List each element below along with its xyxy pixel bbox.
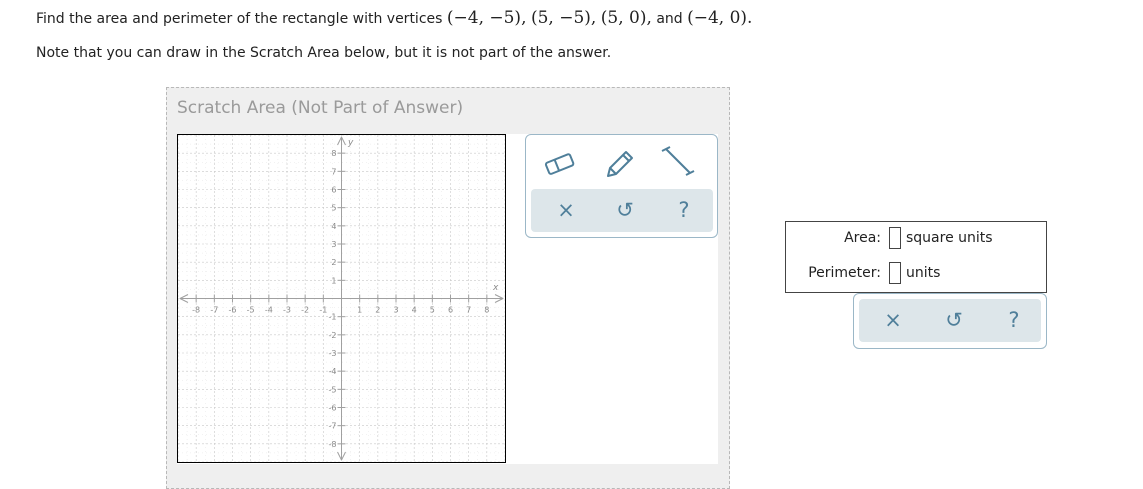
- vertex-2: (5, −5),: [530, 8, 597, 28]
- question-text: [36, 8, 752, 28]
- scratch-actions: [531, 189, 713, 232]
- x-tick-label: -1: [319, 305, 328, 315]
- perimeter-unit: units: [906, 265, 941, 281]
- y-tick-label: 7: [331, 167, 337, 177]
- vertex-3: (5, 0),: [600, 8, 652, 28]
- x-tick-label: -5: [246, 305, 255, 315]
- x-tick-label: 7: [466, 305, 472, 315]
- x-tick-label: 1: [357, 305, 363, 315]
- answer-clear-button[interactable]: ×: [884, 308, 902, 332]
- drawing-tools: [526, 143, 717, 183]
- scratch-note: Note that you can draw in the Scratch Area below, but it is not part of the answer.: [36, 45, 612, 61]
- question-and: and: [656, 11, 683, 27]
- y-tick-label: -8: [328, 439, 337, 449]
- x-tick-label: -2: [301, 305, 310, 315]
- y-tick-label: -5: [328, 385, 337, 395]
- scratch-area-title: Scratch Area (Not Part of Answer): [177, 98, 464, 118]
- x-tick-label: -8: [192, 305, 201, 315]
- graph-y-label: y: [348, 138, 354, 148]
- answer-actions: [859, 299, 1041, 342]
- x-tick-label: 6: [447, 305, 454, 315]
- y-tick-label: -2: [328, 330, 337, 340]
- scratch-help-button[interactable]: ?: [678, 198, 690, 222]
- vertex-1: (−4, −5),: [446, 8, 527, 28]
- answer-undo-button[interactable]: ↺: [945, 308, 963, 332]
- perimeter-label: Perimeter:: [808, 265, 881, 281]
- x-tick-label: -6: [228, 305, 237, 315]
- area-unit: square units: [906, 230, 993, 246]
- x-tick-label: 2: [375, 305, 381, 315]
- answer-help-button[interactable]: ?: [1008, 308, 1020, 332]
- y-tick-label: 6: [331, 185, 337, 195]
- coordinate-grid[interactable]: [178, 135, 505, 462]
- y-tick-label: 3: [331, 240, 337, 249]
- graph-x-label: x: [493, 283, 499, 293]
- y-tick-label: -7: [328, 421, 337, 431]
- y-tick-label: -3: [328, 349, 337, 358]
- scratch-tool-panel: [525, 134, 718, 238]
- vertex-4: (−4, 0).: [687, 8, 753, 28]
- perimeter-row: [786, 262, 1046, 286]
- area-row: [786, 227, 1046, 251]
- answer-tool-panel: [853, 293, 1047, 349]
- scratch-clear-button[interactable]: ×: [557, 198, 575, 222]
- y-tick-label: 5: [331, 203, 337, 213]
- y-tick-label: -6: [328, 403, 337, 413]
- eraser-icon[interactable]: [540, 143, 580, 183]
- x-tick-label: -3: [283, 305, 291, 315]
- x-tick-label: 8: [484, 305, 490, 315]
- x-tick-label: 4: [411, 305, 417, 315]
- y-tick-label: 1: [331, 276, 337, 286]
- question-prefix: Find the area and perimeter of the rectangle with vertices: [36, 11, 447, 27]
- y-tick-label: 4: [331, 221, 337, 231]
- x-tick-label: -4: [264, 305, 273, 315]
- area-label: Area:: [844, 230, 881, 246]
- scratch-undo-button[interactable]: ↺: [616, 198, 634, 222]
- y-tick-label: -4: [328, 367, 337, 377]
- y-tick-label: 8: [331, 149, 337, 159]
- pencil-icon[interactable]: [598, 143, 638, 183]
- answer-box: [785, 221, 1047, 293]
- x-tick-label: -7: [210, 305, 219, 315]
- y-tick-label: 2: [331, 258, 337, 268]
- line-segment-icon[interactable]: [658, 143, 698, 183]
- scratch-graph[interactable]: [177, 134, 506, 463]
- y-tick-label: -1: [328, 312, 337, 322]
- x-tick-label: 5: [429, 305, 435, 315]
- x-tick-label: 3: [393, 305, 399, 315]
- area-input[interactable]: [889, 227, 901, 249]
- perimeter-input[interactable]: [889, 262, 901, 284]
